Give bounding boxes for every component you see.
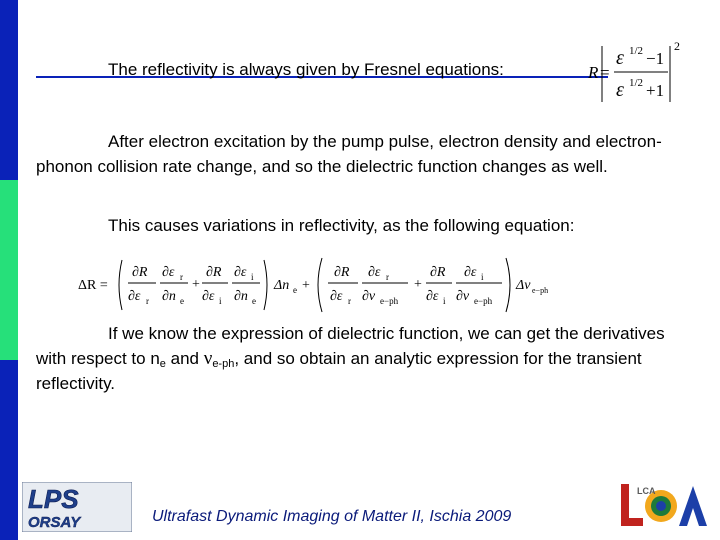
paragraph-variations: This causes variations in reflectivity, as the following equation: — [108, 216, 575, 235]
svg-text:ORSAY: ORSAY — [28, 514, 81, 531]
svg-text:∂ε: ∂ε — [368, 265, 381, 280]
eq1-den-exp: 1/2 — [629, 77, 644, 89]
eq1-den-op: +1 — [646, 81, 665, 100]
svg-text:∂n: ∂n — [162, 289, 176, 304]
sidebar-segment-middle — [0, 180, 18, 360]
svg-text:+: + — [192, 277, 200, 292]
svg-text:+: + — [302, 278, 310, 293]
svg-text:i: i — [443, 296, 446, 306]
svg-text:∂n: ∂n — [234, 289, 248, 304]
svg-text:∂ε: ∂ε — [162, 265, 175, 280]
sidebar-segment-bottom — [0, 360, 18, 540]
svg-text:LCA: LCA — [637, 486, 656, 496]
svg-text:e: e — [180, 296, 184, 306]
eq2-paren-2-left — [318, 258, 322, 312]
svg-text:∂ν: ∂ν — [362, 289, 376, 304]
svg-text:+: + — [414, 277, 422, 292]
svg-text:∂ε: ∂ε — [464, 265, 477, 280]
sidebar-accent — [0, 0, 18, 540]
svg-text:r: r — [180, 272, 183, 282]
svg-text:∂ε: ∂ε — [128, 289, 141, 304]
svg-text:i: i — [251, 272, 254, 282]
eq1-equals: = — [600, 63, 610, 82]
svg-text:∂ε: ∂ε — [202, 289, 215, 304]
svg-text:e: e — [252, 296, 256, 306]
svg-text:∂R: ∂R — [206, 265, 222, 280]
svg-text:∂ε: ∂ε — [426, 289, 439, 304]
eq1-num-exp: 1/2 — [629, 45, 644, 57]
eq1-lhs: R — [588, 63, 599, 82]
svg-text:∂R: ∂R — [430, 265, 446, 280]
eq1-den-base: ε — [616, 79, 624, 101]
svg-text:∂ν: ∂ν — [456, 289, 470, 304]
svg-text:r: r — [146, 296, 149, 306]
svg-text:i: i — [481, 272, 484, 282]
svg-text:i: i — [219, 296, 222, 306]
lps-orsay-logo — [22, 482, 132, 532]
delta-r-equation — [78, 254, 548, 316]
svg-text:∂R: ∂R — [334, 265, 350, 280]
eq1-num-op: −1 — [646, 49, 665, 68]
svg-text:r: r — [386, 272, 389, 282]
footer-conference: Ultrafast Dynamic Imaging of Matter II, Ischia 2009 — [152, 508, 512, 525]
sidebar-segment-top — [0, 0, 18, 180]
svg-text:LPS: LPS — [28, 484, 79, 514]
eq2-paren-1-right — [264, 260, 267, 310]
svg-text:∂ε: ∂ε — [330, 289, 343, 304]
svg-text:∂R: ∂R — [132, 265, 148, 280]
slide-title: The reflectivity is always given by Fresnel equations: — [108, 60, 504, 79]
eq1-power: 2 — [674, 39, 680, 53]
svg-text:e−ph: e−ph — [532, 286, 548, 295]
eq1-num-base: ε — [616, 47, 624, 69]
svg-text:e−ph: e−ph — [474, 296, 493, 306]
svg-text:∂ε: ∂ε — [234, 265, 247, 280]
fresnel-equation — [582, 36, 692, 108]
paragraph-derivatives: If we know the expression of dielectric function, we can get the derivatives with respect to $n_e$ and $\nu_{e-ph}$, and so obtain an analytic expression for the transient reflectivity. — [36, 324, 665, 393]
lca-logo — [617, 480, 713, 530]
svg-text:e: e — [293, 285, 297, 295]
svg-text:r: r — [348, 296, 351, 306]
eq2-paren-2-right — [506, 258, 510, 312]
svg-text:e−ph: e−ph — [380, 296, 399, 306]
eq2-lhs: ΔR = — [78, 278, 108, 293]
paragraph-excitation: After electron excitation by the pump pulse, electron density and electron-phonon collision rate change, and so the dielectric function changes as well. — [36, 132, 662, 176]
svg-text:Δν: Δν — [516, 278, 531, 293]
eq2-paren-1-left — [119, 260, 122, 310]
svg-text:Δn: Δn — [274, 278, 290, 293]
